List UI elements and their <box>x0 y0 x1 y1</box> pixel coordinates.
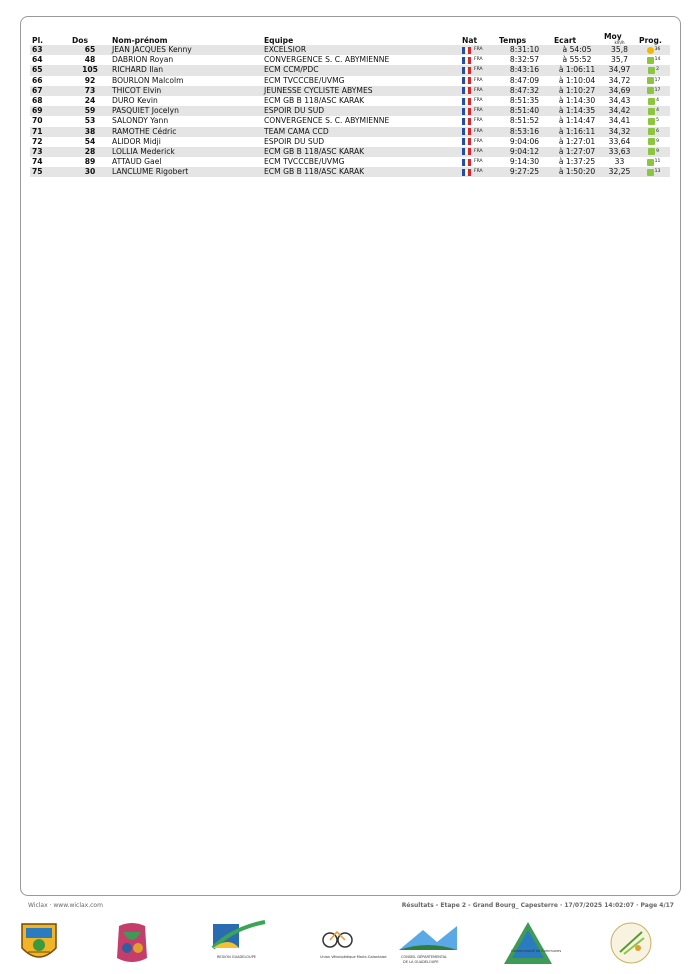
cell-temps: 8:53:16 <box>497 127 552 137</box>
prog-value: 17 <box>654 87 661 93</box>
cell-equipe: JEUNESSE CYCLISTE ABYMES <box>262 86 460 96</box>
nat-code: FRA <box>474 87 483 93</box>
cell-temps: 8:47:32 <box>497 86 552 96</box>
results-table <box>30 30 670 177</box>
cell-dos: 30 <box>70 167 110 177</box>
cell-equipe: ECM GB B 118/ASC KARAK <box>264 96 365 106</box>
cell-equipe: ECM TVCCCBE/UVMG <box>264 157 345 167</box>
cell-dos: 38 <box>70 127 110 137</box>
cell-equipe: EXCELSIOR <box>262 45 460 55</box>
france-flag-icon <box>462 98 471 105</box>
cell-dos: 92 <box>84 75 96 85</box>
cell-temps: 8:31:10 <box>497 45 552 55</box>
prog-value: 9 <box>656 148 659 154</box>
progress-up-icon <box>648 128 655 135</box>
table-row <box>30 106 670 116</box>
cell-nom: LANCLUME Rigobert <box>110 167 262 177</box>
cell-nat <box>460 65 497 75</box>
cell-ecart: à 1:37:25 <box>558 157 596 167</box>
sponsor-logo-uvmg <box>312 918 387 968</box>
cell-prog <box>637 137 670 147</box>
nat-code: FRA <box>474 159 483 165</box>
cell-temps: 9:04:12 <box>497 147 552 157</box>
progress-up-icon <box>648 67 655 74</box>
nat-code: FRA <box>474 77 483 83</box>
progress-up-icon <box>648 108 655 115</box>
cell-ecart: à 1:10:27 <box>552 86 602 96</box>
cell-pl: 75 <box>30 167 70 177</box>
cell-dos: 105 <box>70 65 110 75</box>
cell-temps: 9:04:06 <box>509 136 540 146</box>
progress-up-icon <box>647 87 654 94</box>
col-equipe-header: Equipe <box>264 36 294 45</box>
region-label: REGION GUADELOUPE <box>217 955 256 959</box>
table-row <box>30 65 670 75</box>
nat-code: FRA <box>474 128 483 134</box>
cell-prog <box>637 167 670 177</box>
nat-code: FRA <box>474 108 483 114</box>
footer-event-info: Résultats - Etape 2 - Grand Bourg_ Capesterre · 17/07/2025 14:02:07 · Page 4/17 <box>401 902 674 909</box>
sponsor-logo-coat-of-arms <box>14 918 64 968</box>
cell-pl: 74 <box>32 157 43 167</box>
cell-ecart: à 1:50:20 <box>552 167 602 177</box>
cell-prog <box>637 65 670 75</box>
cell-prog <box>637 55 670 65</box>
cell-nat <box>460 157 497 167</box>
nat-code: FRA <box>474 57 483 63</box>
prog-value: 4 <box>656 98 659 104</box>
cell-prog <box>637 96 670 106</box>
cell-ecart: à 1:14:35 <box>552 106 602 116</box>
cell-ecart: à 54:05 <box>552 45 602 55</box>
cd-label-2: DE LA GUADELOUPE <box>403 960 439 964</box>
cell-moy: 33,63 <box>602 147 637 157</box>
sponsor-logo-birds <box>107 918 157 968</box>
cell-moy: 32,25 <box>602 167 637 177</box>
prog-value: 36 <box>654 47 661 53</box>
cell-dos: 89 <box>84 157 96 167</box>
table-row <box>30 45 670 55</box>
cell-nat <box>460 116 497 126</box>
cell-dos: 65 <box>70 45 110 55</box>
france-flag-icon <box>462 159 471 166</box>
cell-pl: 64 <box>32 55 43 65</box>
cell-ecart: à 1:27:07 <box>552 147 602 157</box>
cell-pl: 66 <box>32 75 43 85</box>
sponsor-logo-conseil-departemental <box>393 918 463 968</box>
cell-moy: 35,8 <box>602 45 637 55</box>
cell-prog <box>637 106 670 116</box>
cell-prog <box>637 127 670 137</box>
cell-prog <box>637 86 670 96</box>
cell-dos: 24 <box>84 96 96 106</box>
cell-equipe: ECM TVCCCBE/UVMG <box>264 75 345 85</box>
cell-pl: 72 <box>32 136 43 146</box>
col-ecart-header: Ecart <box>554 36 577 45</box>
cell-ecart: à 1:14:30 <box>558 96 596 106</box>
table-row <box>30 157 670 167</box>
table-row <box>30 116 670 126</box>
progress-up-icon <box>648 148 655 155</box>
cell-prog <box>637 147 670 157</box>
cell-dos: 59 <box>70 106 110 116</box>
col-temps-header: Temps <box>499 36 527 45</box>
prog-value: 14 <box>654 57 661 63</box>
cell-temps: 8:51:52 <box>509 116 540 126</box>
moy-unit: km/h <box>614 40 625 45</box>
prog-value: 4 <box>656 108 659 114</box>
sponsor-logo-sugarcane <box>606 918 656 968</box>
cell-moy: 35,7 <box>611 55 628 65</box>
cell-ecart: à 1:16:11 <box>552 127 602 137</box>
cell-dos: 28 <box>70 147 110 157</box>
cd-label-1: CONSEIL DÉPARTEMENTAL <box>401 955 448 959</box>
moy-label: Moy <box>604 32 622 41</box>
cell-ecart: à 1:27:01 <box>558 136 596 146</box>
cell-nom: SALONDY Yann <box>112 116 169 126</box>
progress-down-icon <box>647 47 654 54</box>
france-flag-icon <box>462 169 471 176</box>
table-row <box>30 96 670 106</box>
cell-pl: 68 <box>32 96 43 106</box>
table-header-row <box>30 30 670 45</box>
france-flag-icon <box>462 128 471 135</box>
cell-ecart: à 1:10:04 <box>558 75 596 85</box>
france-flag-icon <box>462 108 471 115</box>
france-flag-icon <box>462 47 471 54</box>
cell-nom: JEAN JACQUES Kenny <box>110 45 262 55</box>
progress-up-icon <box>648 118 655 125</box>
nat-code: FRA <box>474 67 483 73</box>
france-flag-icon <box>462 138 471 145</box>
cell-pl: 65 <box>30 65 70 75</box>
cell-pl: 73 <box>30 147 70 157</box>
cell-equipe: CONVERGENCE S. C. ABYMIENNE <box>264 55 390 65</box>
capesterre-label: Communauté de Communes <box>511 949 562 953</box>
cell-nom: DURO Kevin <box>112 96 158 106</box>
progress-up-icon <box>647 57 654 64</box>
table-row <box>30 147 670 157</box>
progress-up-icon <box>647 169 654 176</box>
footer-source: Wiclax · www.wiclax.com <box>28 902 103 909</box>
progress-up-icon <box>647 77 654 84</box>
table-row <box>30 127 670 137</box>
cell-moy: 34,32 <box>602 127 637 137</box>
cell-temps: 8:51:40 <box>497 106 552 116</box>
cell-equipe: ECM GB B 118/ASC KARAK <box>262 167 460 177</box>
cell-nat <box>460 127 497 137</box>
progress-up-icon <box>647 159 654 166</box>
cell-temps: 9:27:25 <box>497 167 552 177</box>
cell-nom: DABRION Royan <box>112 55 174 65</box>
prog-value: 6 <box>656 128 659 134</box>
cell-nom: ALIDOR Midji <box>112 136 161 146</box>
prog-value: 5 <box>656 118 659 124</box>
cell-prog <box>637 157 670 167</box>
cell-nom: RICHARD Ilan <box>110 65 262 75</box>
cell-nom: THICOT Elvin <box>110 86 262 96</box>
sponsor-logos <box>0 918 700 974</box>
cell-temps: 8:51:35 <box>509 96 540 106</box>
cell-temps: 9:14:30 <box>509 157 540 167</box>
france-flag-icon <box>462 118 471 125</box>
table-row <box>30 86 670 96</box>
table-row <box>30 167 670 177</box>
cell-prog <box>637 45 670 55</box>
table-row <box>30 137 670 147</box>
prog-value: 11 <box>654 159 661 165</box>
cell-nat <box>460 86 497 96</box>
cell-dos: 73 <box>70 86 110 96</box>
france-flag-icon <box>462 57 471 64</box>
cell-nat <box>460 55 497 65</box>
cell-nom: BOURLON Malcolm <box>112 75 184 85</box>
cell-nat <box>460 147 497 157</box>
cell-dos: 53 <box>84 116 96 126</box>
cell-nom: PASQUIET Jocelyn <box>110 106 262 116</box>
prog-value: 2 <box>656 67 659 73</box>
table-row <box>30 76 670 86</box>
nat-code: FRA <box>474 118 483 124</box>
nat-code: FRA <box>474 47 483 53</box>
cell-equipe: ESPOIR DU SUD <box>264 136 325 146</box>
table-row <box>30 55 670 65</box>
france-flag-icon <box>462 67 471 74</box>
col-dos-header: Dos <box>72 36 89 45</box>
cell-moy: 34,43 <box>608 96 631 106</box>
cell-pl: 71 <box>30 127 70 137</box>
nat-code: FRA <box>474 98 483 104</box>
cell-prog <box>637 116 670 126</box>
cell-nat <box>460 137 497 147</box>
cell-equipe: ECM CCM/PDC <box>262 65 460 75</box>
cell-temps: 8:47:09 <box>509 75 540 85</box>
col-pl-header: Pl. <box>32 36 44 45</box>
france-flag-icon <box>462 87 471 94</box>
prog-value: 13 <box>654 169 661 175</box>
cell-dos: 48 <box>84 55 96 65</box>
cell-temps: 8:32:57 <box>509 55 540 65</box>
cell-moy: 34,42 <box>602 106 637 116</box>
col-prog-header: Prog. <box>639 36 662 45</box>
col-nom-header: Nom-prénom <box>112 36 168 45</box>
france-flag-icon <box>462 148 471 155</box>
cell-moy: 34,72 <box>608 75 631 85</box>
cell-equipe: CONVERGENCE S. C. ABYMIENNE <box>264 116 390 126</box>
sponsor-logo-capesterre <box>498 918 562 968</box>
cell-nom: RAMOTHE Cédric <box>110 127 262 137</box>
cell-equipe: ESPOIR DU SUD <box>262 106 460 116</box>
cell-moy: 34,69 <box>602 86 637 96</box>
cell-nom: ATTAUD Gael <box>112 157 162 167</box>
cell-prog <box>637 76 670 86</box>
nat-code: FRA <box>474 148 483 154</box>
cell-nat <box>460 96 497 106</box>
cell-temps: 8:43:16 <box>497 65 552 75</box>
progress-up-icon <box>648 138 655 145</box>
cell-moy: 34,41 <box>608 116 631 126</box>
cell-pl: 63 <box>30 45 70 55</box>
cell-pl: 70 <box>32 116 43 126</box>
nat-code: FRA <box>474 138 483 144</box>
cell-dos: 54 <box>84 136 96 146</box>
uvmg-label: Union Vélocipédique Marie-Galantaise <box>320 955 387 959</box>
cell-ecart: à 55:52 <box>562 55 592 65</box>
cell-pl: 69 <box>30 106 70 116</box>
prog-value: 9 <box>656 138 659 144</box>
cell-ecart: à 1:06:11 <box>552 65 602 75</box>
cell-nat <box>460 106 497 116</box>
cell-equipe: ECM GB B 118/ASC KARAK <box>262 147 460 157</box>
france-flag-icon <box>462 77 471 84</box>
cell-moy: 33,64 <box>608 136 631 146</box>
cell-nat <box>460 76 497 86</box>
cell-nat <box>460 167 497 177</box>
cell-moy: 33 <box>614 157 625 167</box>
col-moy-header <box>602 30 637 45</box>
cell-nat <box>460 45 497 55</box>
cell-nom: LOLLIA Mederick <box>110 147 262 157</box>
sponsor-logo-region <box>205 918 271 968</box>
prog-value: 17 <box>654 77 661 83</box>
cell-pl: 67 <box>30 86 70 96</box>
nat-code: FRA <box>474 169 483 175</box>
progress-up-icon <box>648 98 655 105</box>
cell-ecart: à 1:14:47 <box>558 116 596 126</box>
cell-equipe: TEAM CAMA CCD <box>262 127 460 137</box>
col-nat-header: Nat <box>462 36 478 45</box>
cell-moy: 34,97 <box>602 65 637 75</box>
